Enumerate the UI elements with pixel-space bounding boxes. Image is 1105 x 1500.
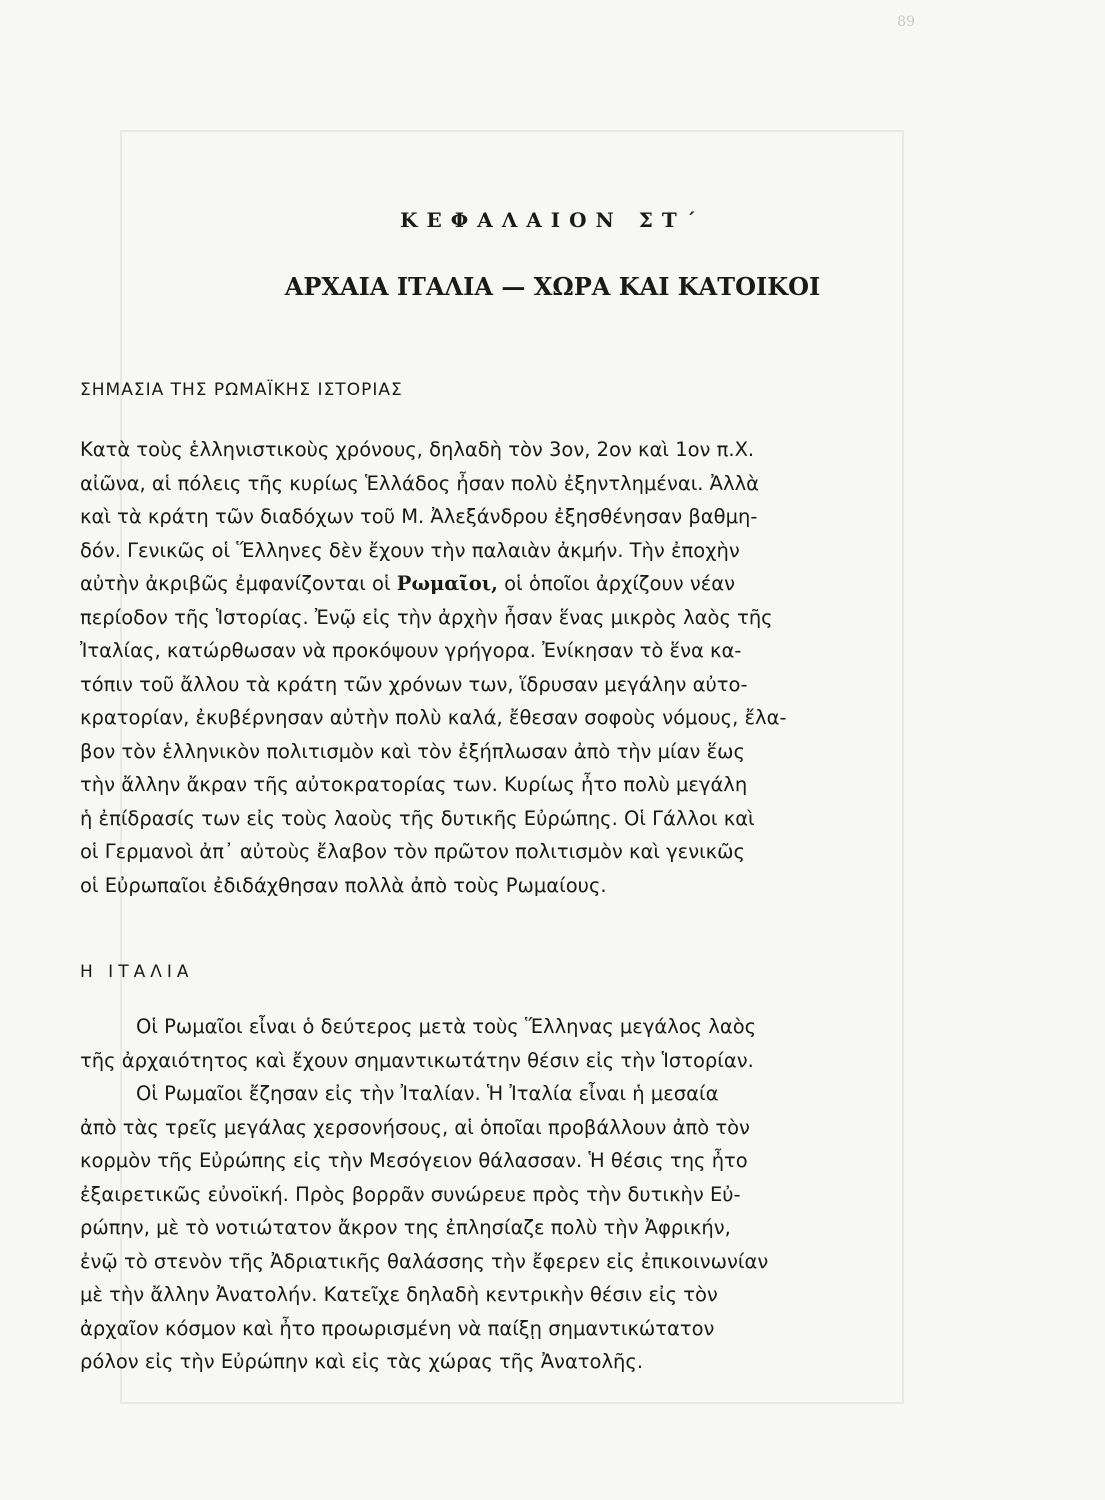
section-heading-italy: Η ΙΤΑΛΙΑ <box>80 962 194 982</box>
paragraph-italy-position <box>80 1077 940 1379</box>
text-line: ἐξαιρετικῶς εὐνοϊκή. Πρὸς βορρᾶν συνώρευε πρὸς τὴν δυτικὴν Εὐ- <box>80 1182 741 1206</box>
text-line: ἡ ἐπίδρασίς των εἰς τοὺς λαοὺς τῆς δυτικῆς Εὐρώπης. Οἱ Γάλλοι καὶ <box>80 806 755 830</box>
text-line: Κατὰ τοὺς ἑλληνιστικοὺς χρόνους, δηλαδὴ τὸν 3ον, 2ον καὶ 1ον π.Χ. <box>80 438 755 461</box>
text-line: τὴν ἄλλην ἄκραν τῆς αὐτοκρατορίας των. Κυρίως ἦτο πολὺ μεγάλη <box>80 773 748 796</box>
text-line: ρώπην, μὲ τὸ νοτιώτατον ἄκρον της ἐπλησίαζε πολὺ τὴν Ἀφρικήν, <box>80 1216 731 1239</box>
text-line: Οἱ Ρωμαῖοι ἔζησαν εἰς τὴν Ἰταλίαν. Ἡ Ἰταλία εἶναι ἡ μεσαία <box>136 1082 719 1105</box>
text-line: βον τὸν ἑλληνικὸν πολιτισμὸν καὶ τὸν ἐξήπλωσαν ἀπὸ τὴν μίαν ἕως <box>80 739 745 763</box>
text-line: ἐνῷ τὸ στενὸν τῆς Ἀδριατικῆς θαλάσσης τὴν ἔφερεν εἰς ἐπικοινωνίαν <box>80 1249 769 1273</box>
text-line: περίοδον τῆς Ἱστορίας. Ἐνῷ εἰς τὴν ἀρχὴν ἦσαν ἕνας μικρὸς λαὸς τῆς <box>80 605 773 629</box>
emphasized-word-romans: Ρωμαῖοι, <box>396 572 498 595</box>
text-line: αἰῶνα, αἱ πόλεις τῆς κυρίως Ἑλλάδος ἦσαν πολὺ ἐξηντλημέναι. Ἀλλὰ <box>80 471 759 495</box>
text-line: τῆς ἀρχαιότητος καὶ ἔχουν σημαντικωτάτην θέσιν εἰς τὴν Ἱστορίαν. <box>80 1048 754 1072</box>
text-line: δόν. Γενικῶς οἱ Ἕλληνες δὲν ἔχουν τὴν παλαιὰν ἀκμήν. Τὴν ἐποχὴν <box>80 538 740 562</box>
text-line: καὶ τὰ κράτη τῶν διαδόχων τοῦ Μ. Ἀλεξάνδρου ἐξησθένησαν βαθμη- <box>80 505 758 528</box>
page-number: 89 <box>897 14 915 30</box>
text-line: κορμὸν τῆς Εὐρώπης εἰς τὴν Μεσόγειον θάλασσαν. Ἡ θέσις της ἦτο <box>80 1149 748 1172</box>
text-line: Οἱ Ρωμαῖοι εἶναι ὁ δεύτερος μετὰ τοὺς Ἕλληνας μεγάλος λαὸς <box>136 1015 757 1038</box>
text-run: οἱ ὁποῖοι ἀρχίζουν νέαν <box>504 572 736 595</box>
text-line: ρόλον εἰς τὴν Εὐρώπην καὶ εἰς τὰς χώρας τῆς Ἀνατολῆς. <box>80 1350 644 1373</box>
text-line: ἀρχαῖον κόσμον καὶ ἦτο προωρισμένη νὰ παίξῃ σημαντικώτατον <box>80 1316 715 1340</box>
section-heading-significance: ΣΗΜΑΣΙΑ ΤΗΣ ΡΩΜΑΪΚΗΣ ΙΣΤΟΡΙΑΣ <box>80 380 403 400</box>
text-run: αὐτὴν ἀκριβῶς ἐμφανίζονται οἱ <box>80 572 391 595</box>
text-line: οἱ Εὐρωπαῖοι ἐδιδάχθησαν πολλὰ ἀπὸ τοὺς Ρωμαίους. <box>80 873 607 897</box>
paragraph-significance <box>80 433 940 902</box>
text-line: ἀπὸ τὰς τρεῖς μεγάλας χερσονήσους, αἱ ὁποῖαι προβάλλουν ἀπὸ τὸν <box>80 1115 750 1139</box>
text-line: τόπιν τοῦ ἄλλου τὰ κράτη τῶν χρόνων των, ἵδρυσαν μεγάλην αὐτο- <box>80 672 748 696</box>
text-line <box>80 567 940 601</box>
text-line: μὲ τὴν ἄλλην Ἀνατολήν. Κατεῖχε δηλαδὴ κεντρικὴν θέσιν εἰς τὸν <box>80 1283 718 1306</box>
text-line: Ἰταλίας, κατώρθωσαν νὰ προκόψουν γρήγορα. Ἐνίκησαν τὸ ἕνα κα- <box>80 639 742 662</box>
chapter-label: ΚΕΦΑΛΑΙΟΝ ΣΤ΄ <box>400 208 705 232</box>
text-line: κρατορίαν, ἐκυβέρνησαν αὐτὴν πολὺ καλά, ἔθεσαν σοφοὺς νόμους, ἔλα- <box>80 706 787 729</box>
chapter-title: ΑΡΧΑΙΑ ΙΤΑΛΙΑ — ΧΩΡΑ ΚΑΙ ΚΑΤΟΙΚΟΙ <box>284 272 821 301</box>
text-line: οἱ Γερμανοὶ ἀπ᾿ αὐτοὺς ἔλαβον τὸν πρῶτον πολιτισμὸν καὶ γενικῶς <box>80 840 745 863</box>
paragraph-romans-intro <box>80 1010 940 1077</box>
